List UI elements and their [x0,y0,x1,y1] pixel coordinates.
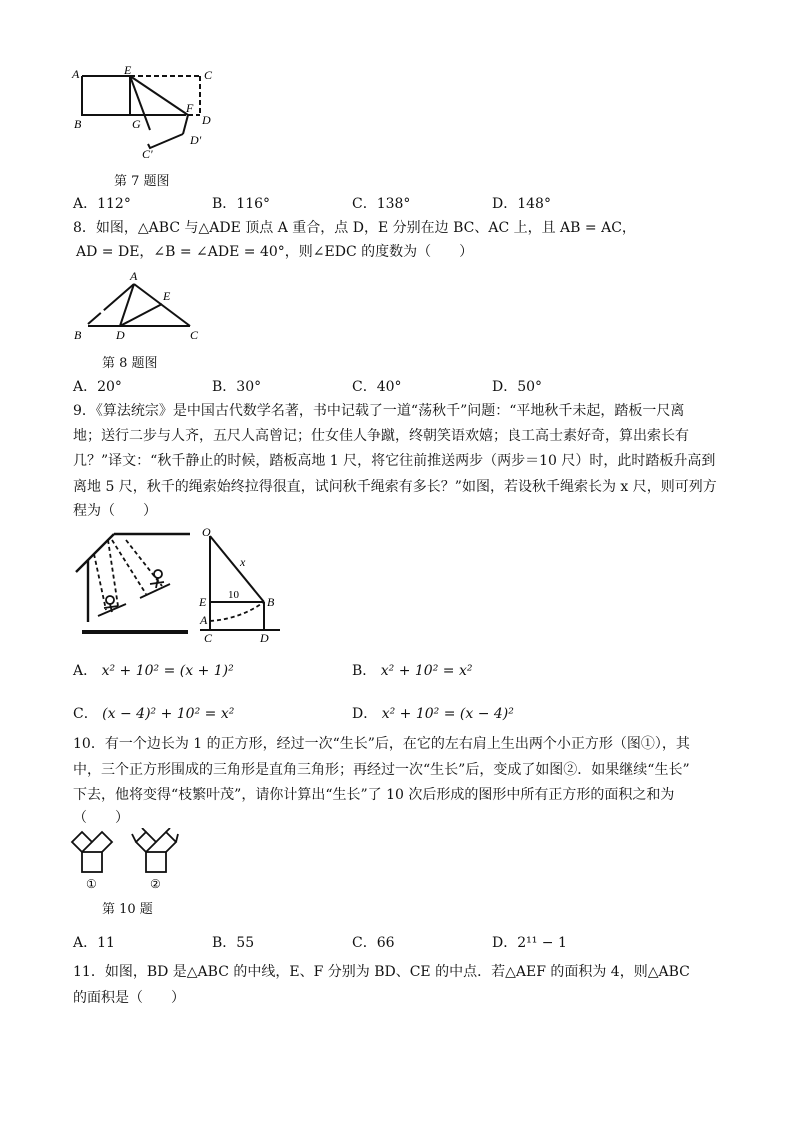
q8-label-b: B [74,328,82,342]
q7-option-b: B．116° [212,196,271,212]
q7-label-d-prime: D' [190,133,202,147]
q8-label-e: E [163,289,171,303]
q10-option-d: D．2¹¹ − 1 [492,935,567,951]
q8-option-d: D．50° [492,379,543,395]
q9-option-c [73,703,234,723]
q8-option-a: A．20° [73,379,122,395]
q9-option-b [352,660,472,680]
q10-label-fig-2: ② [150,877,161,891]
q9-swing-illustration [72,530,194,642]
q9-option-c-expr: (x − 4)² + 10² = x² [102,706,235,722]
q10-caption: 第 10 题 [102,902,153,917]
q10-stem-line-3: 下去，他将变得“枝繁叶茂”，请你计算出“生长”了 10 次后形成的图形中所有正方形的面积之和为 [73,787,675,803]
q8-stem-line-1: 8．如图，△ABC 与△ADE 顶点 A 重合，点 D，E 分别在边 BC、AC 上，且 AB = AC， [73,220,636,236]
q10-stem-line-2: 中，三个正方形围成的三角形是直角三角形；再经过一次“生长”后，变成了如图②．如果继续“生长” [73,762,690,778]
q9-label-x: x [240,555,246,569]
q7-label-g: G [132,117,141,131]
q9-option-a-expr: x² + 10² = (x + 1)² [101,663,234,679]
q10-option-a: A．11 [73,935,115,951]
q11-stem-line-1: 11．如图，BD 是△ABC 的中线，E、F 分别为 BD、CE 的中点．若△AEF 的面积为 4，则△ABC [73,964,690,980]
q9-label-o: O [202,526,211,539]
q7-label-e: E [124,63,132,77]
q8-stem-line-2: AD = DE，∠B = ∠ADE = 40°，则∠EDC 的度数为（ ） [76,244,474,260]
q9-label-c: C [204,631,213,644]
q7-option-c: C．138° [352,196,411,212]
q9-option-c-label: C． [73,706,98,722]
q10-stem-line-1: 10．有一个边长为 1 的正方形，经过一次“生长”后，在它的左右肩上生出两个小正方形（图①），其 [73,736,690,752]
q10-option-c: C．66 [352,935,395,951]
q7-label-b: B [74,117,82,131]
q7-label-c-prime: C' [142,147,153,161]
q10-label-fig-1: ① [86,877,97,891]
q8-label-d: D [116,328,125,342]
q7-label-a: A [72,67,80,81]
q9-label-a: A [200,613,208,627]
q9-option-a-label: A． [73,663,98,679]
q8-label-a: A [130,269,138,283]
q7-label-f: F [186,101,194,115]
q9-stem-line-4: 离地 5 尺，秋千的绳索始终拉得很直，试问秋千绳索有多长？”如图，若设秋千绳索长为 x 尺，则可列方 [73,479,717,495]
q9-stem-line-3: 几？”译文：“秋千静止的时候，踏板高地 1 尺，将它往前推送两步（两步＝10 尺）时，此时踏板升高到 [73,453,716,469]
q9-option-d-label: D． [352,706,378,722]
q9-label-d: D [260,631,269,644]
q9-geometry-diagram [196,526,284,644]
q9-option-a [73,660,234,680]
q9-stem-line-5: 程为（ ） [73,503,157,519]
q9-option-d [352,703,514,723]
q8-option-c: C．40° [352,379,402,395]
q9-stem-line-2: 地；送行二步与人齐，五尺人高曾记；仕女佳人争蹴，终朝笑语欢嬉；良工高士素好奇，算出索长有 [73,428,689,444]
q10-stem-line-4: （ ） [73,810,129,826]
q11-stem-line-2: 的面积是（ ） [73,990,185,1006]
q9-stem-line-1: 9．《算法统宗》是中国古代数学名著，书中记载了一道“荡秋千”问题：“平地秋千未起，踏板一尺离 [73,403,685,419]
q8-label-c: C [190,328,199,342]
q10-growth-figures [70,828,180,892]
q7-caption: 第 7 题图 [114,174,170,189]
q9-option-d-expr: x² + 10² = (x − 4)² [381,706,514,722]
q10-option-b: B．55 [212,935,255,951]
q9-label-ten: 10 [228,589,239,601]
q9-option-b-expr: x² + 10² = x² [380,663,473,679]
q7-label-c: C [204,68,213,82]
q7-label-d: D [202,113,211,127]
q8-caption: 第 8 题图 [102,356,158,371]
q8-option-b: B．30° [212,379,262,395]
q7-figure [70,62,230,162]
q7-option-d: D．148° [492,196,551,212]
q9-label-b: B [267,595,275,609]
q8-figure [70,268,210,344]
q9-option-b-label: B． [352,663,377,679]
q7-option-a: A．112° [73,196,131,212]
q9-label-e: E [199,595,207,609]
